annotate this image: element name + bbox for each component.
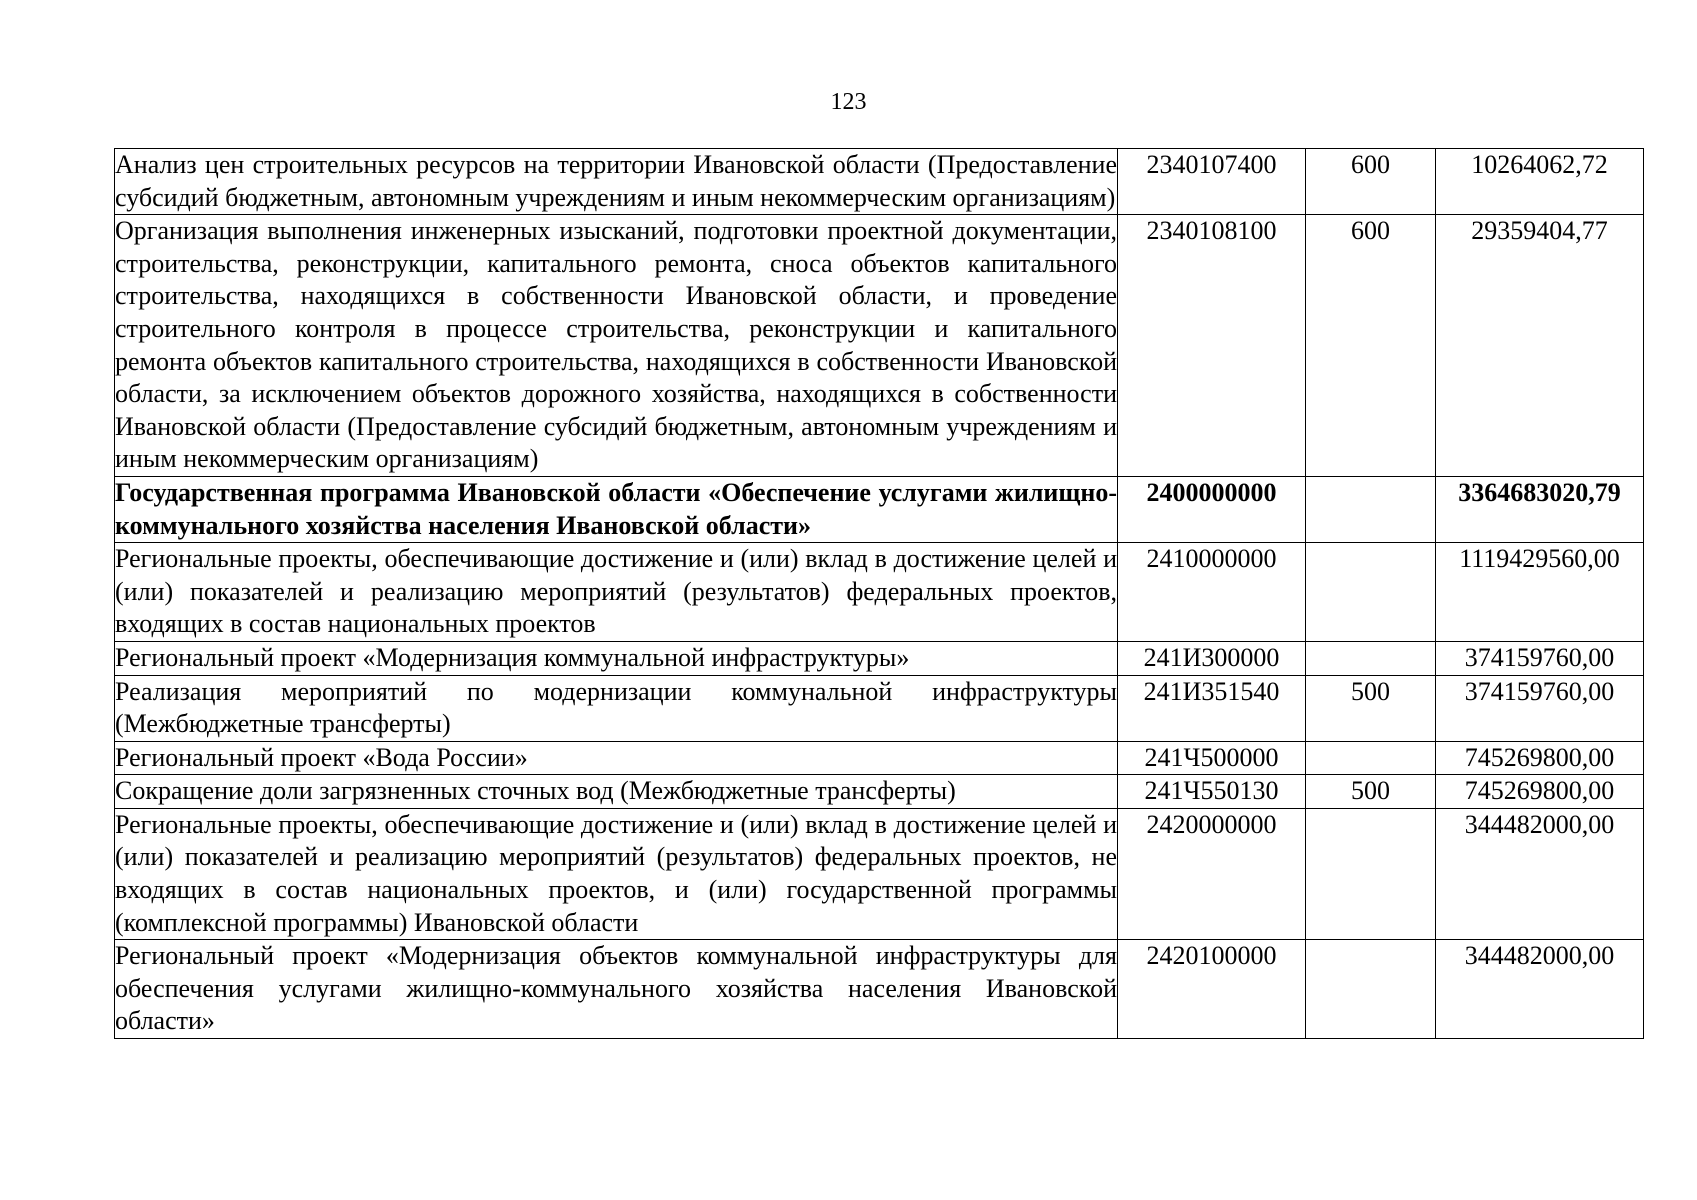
row-code: 2410000000: [1118, 543, 1306, 642]
table-row: [115, 675, 1644, 741]
row-sum: 344482000,00: [1436, 808, 1644, 939]
row-name: Региональный проект «Модернизация объектов коммунальной инфраструктуры для обеспечения услугами жилищно-коммунального хозяйства населения Ивановской области»: [115, 940, 1118, 1039]
row-sum: 29359404,77: [1436, 215, 1644, 477]
row-code: 2420100000: [1118, 940, 1306, 1039]
row-expense-type: [1306, 543, 1436, 642]
row-expense-type: [1306, 940, 1436, 1039]
table-row: [115, 641, 1644, 675]
row-sum: 10264062,72: [1436, 149, 1644, 215]
row-expense-type: 600: [1306, 149, 1436, 215]
table-row: [115, 808, 1644, 939]
row-sum: 374159760,00: [1436, 675, 1644, 741]
row-sum: 344482000,00: [1436, 940, 1644, 1039]
row-sum: 745269800,00: [1436, 741, 1644, 775]
table-row: [115, 543, 1644, 642]
row-expense-type: [1306, 476, 1436, 542]
row-code: 2400000000: [1118, 476, 1306, 542]
budget-table-body: [115, 149, 1644, 1039]
row-expense-type: [1306, 641, 1436, 675]
table-row: [115, 215, 1644, 477]
row-sum: 1119429560,00: [1436, 543, 1644, 642]
row-code: 2420000000: [1118, 808, 1306, 939]
table-row: [115, 940, 1644, 1039]
row-code: 2340107400: [1118, 149, 1306, 215]
budget-table: [114, 148, 1644, 1039]
row-code: 241И300000: [1118, 641, 1306, 675]
row-expense-type: [1306, 808, 1436, 939]
row-name: Государственная программа Ивановской области «Обеспечение услугами жилищно-коммунального хозяйства населения Ивановской области»: [115, 476, 1118, 542]
row-code: 241Ч500000: [1118, 741, 1306, 775]
row-name: Сокращение доли загрязненных сточных вод (Межбюджетные трансферты): [115, 775, 1118, 809]
table-row: [115, 741, 1644, 775]
row-expense-type: 500: [1306, 775, 1436, 809]
row-code: 241Ч550130: [1118, 775, 1306, 809]
row-sum: 374159760,00: [1436, 641, 1644, 675]
row-name: Анализ цен строительных ресурсов на территории Ивановской области (Предоставление субсидий бюджетным, автономным учреждениям и иным некоммерческим организациям): [115, 149, 1118, 215]
table-row-program: [115, 476, 1644, 542]
table-row: [115, 149, 1644, 215]
row-expense-type: [1306, 741, 1436, 775]
row-name: Реализация мероприятий по модернизации коммунальной инфраструктуры (Межбюджетные трансферты): [115, 675, 1118, 741]
row-name: Региональный проект «Вода России»: [115, 741, 1118, 775]
row-name: Региональные проекты, обеспечивающие достижение и (или) вклад в достижение целей и (или) показателей и реализацию мероприятий (результатов) федеральных проектов, не входящих в состав национальных проектов, и (или) государственной программы (комплексной программы) Ивановской области: [115, 808, 1118, 939]
row-sum: 3364683020,79: [1436, 476, 1644, 542]
row-name: Региональный проект «Модернизация коммунальной инфраструктуры»: [115, 641, 1118, 675]
table-row: [115, 775, 1644, 809]
row-expense-type: 500: [1306, 675, 1436, 741]
row-sum: 745269800,00: [1436, 775, 1644, 809]
page-number: 123: [830, 89, 867, 115]
row-expense-type: 600: [1306, 215, 1436, 477]
row-code: 241И351540: [1118, 675, 1306, 741]
row-code: 2340108100: [1118, 215, 1306, 477]
row-name: Региональные проекты, обеспечивающие достижение и (или) вклад в достижение целей и (или) показателей и реализацию мероприятий (результатов) федеральных проектов, входящих в состав национальных проектов: [115, 543, 1118, 642]
row-name: Организация выполнения инженерных изысканий, подготовки проектной документации, строительства, реконструкции, капитального ремонта, сноса объектов капитального строительства, находящихся в собственности Ивановской области, и проведение строительного контроля в процессе строительства, реконструкции и капитального ремонта объектов капитального строительства, находящихся в собственности Ивановской области, за исключением объектов дорожного хозяйства, находящихся в собственности Ивановской области (Предоставление субсидий бюджетным, автономным учреждениям и иным некоммерческим организациям): [115, 215, 1118, 477]
